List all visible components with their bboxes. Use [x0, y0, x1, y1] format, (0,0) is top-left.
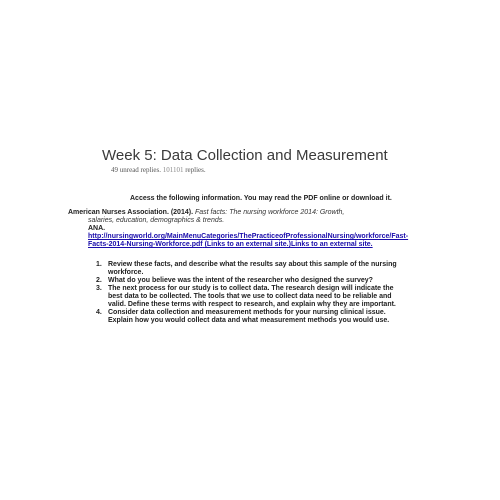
question-number: 4.: [96, 309, 102, 316]
unread-replies-text: 49 unread replies.: [111, 166, 161, 174]
citation-links: [68, 225, 409, 249]
question-number: 3.: [96, 285, 102, 292]
replies-suffix: replies.: [183, 166, 206, 174]
list-item: [96, 309, 402, 325]
question-text: Consider data collection and measurement methods for your nursing clinical issue. Explain how you would collect data and what measurement methods you would use.: [108, 309, 390, 324]
fast-facts-pdf-url: http://nursingworld.org/MainMenuCategories/ThePracticeofProfessionalNursing/workforce/Fast-Facts-2014-Nursing-Workforce.pdf: [88, 233, 409, 248]
question-number: 1.: [96, 261, 102, 268]
question-text: The next process for our study is to collect data. The research design will indicate the best data to be collected. The tools that we use to collect data need to be reliable and valid. Define these terms with respect to research, and explain why they are important.: [108, 285, 396, 308]
citation-ana-label: ANA.: [88, 225, 106, 232]
question-list: [96, 261, 402, 325]
question-number: 2.: [96, 277, 102, 284]
question-text: What do you believe was the intent of the researcher who designed the survey?: [108, 277, 373, 284]
citation-title-part2: salaries, education, demographics & trends.: [88, 217, 225, 224]
page-title: Week 5: Data Collection and Measurement: [102, 147, 388, 164]
list-item: [96, 261, 402, 277]
citation-line: [68, 209, 398, 217]
citation-title-part1: Fast facts: The nursing workforce 2014: Growth,: [194, 209, 345, 216]
list-item: [96, 277, 402, 285]
citation: [68, 209, 409, 249]
intro-text: Access the following information. You may read the PDF online or download it.: [130, 195, 392, 202]
replies-count: 101101: [162, 166, 184, 174]
external-link-note: (Links to an external site.): [204, 241, 291, 248]
citation-author: American Nurses Association. (2014).: [68, 209, 194, 216]
question-text: Review these facts, and describe what the results say about this sample of the nursing workforce.: [108, 261, 397, 276]
replies-summary: [111, 166, 206, 175]
external-site-link[interactable]: Links to an external site.: [290, 241, 373, 248]
list-item: [96, 285, 402, 309]
